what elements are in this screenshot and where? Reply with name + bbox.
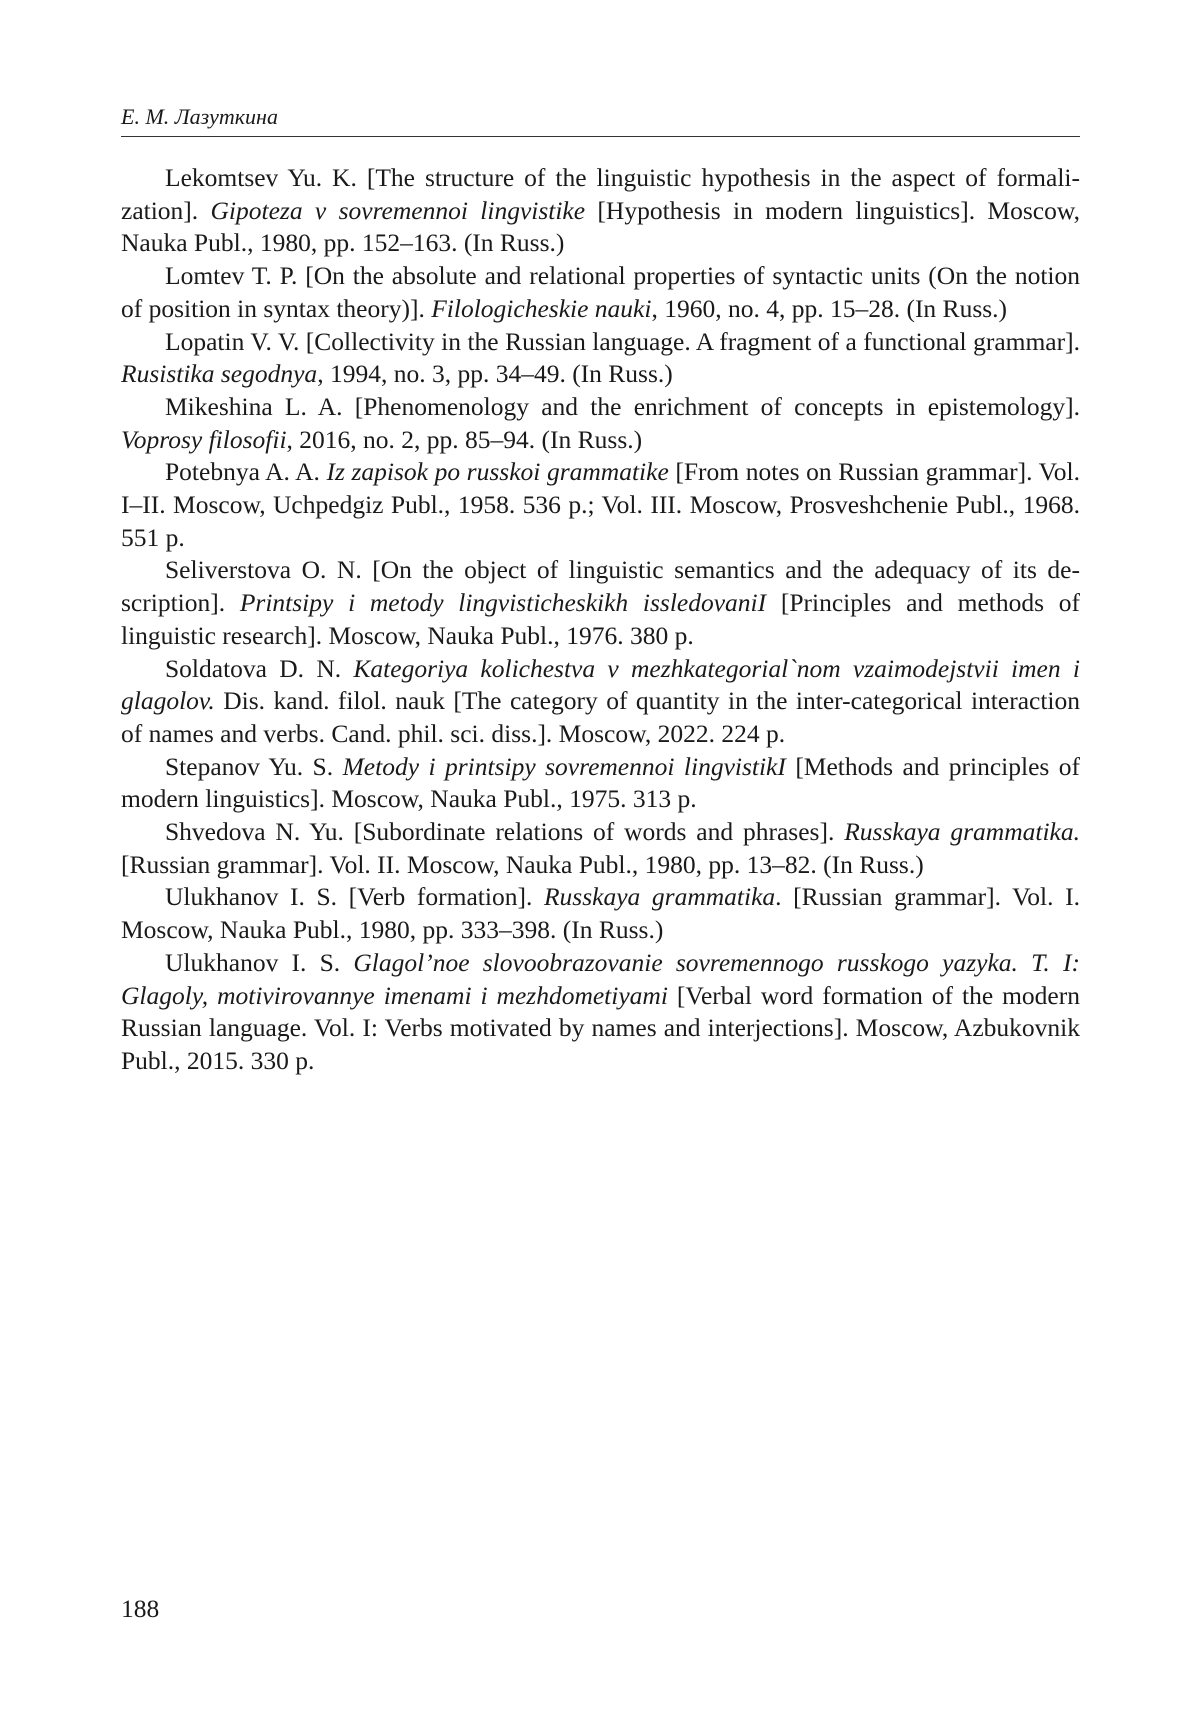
page-number: 188 — [121, 1594, 160, 1623]
reference-title-italic: Voprosy filosofii — [121, 424, 287, 454]
reference-text: Potebnya A. A. — [165, 457, 327, 487]
reference-item — [121, 260, 1080, 325]
reference-item — [121, 816, 1080, 881]
reference-title-italic: Russkaya grammatika — [543, 882, 776, 912]
reference-item — [121, 751, 1080, 816]
reference-text: , 1994, no. 3, pp. 34–49. (In Russ.) — [317, 359, 673, 389]
reference-item — [121, 653, 1080, 751]
reference-text: Lomtev T. P. [On the absolute and relational properties of syntactic units (On the notion of position in syntax theory)]. — [121, 261, 1080, 323]
reference-text: , 2016, no. 2, pp. 85–94. (In Russ.) — [286, 424, 643, 454]
reference-item — [121, 162, 1080, 260]
reference-text: [Hypothesis in modern linguistics]. Moscow, Nauka Publ., 1980, pp. 152–163. (In Russ.) — [121, 195, 1080, 258]
reference-item — [121, 947, 1080, 1078]
reference-text: Stepanov Yu. S. — [165, 751, 343, 781]
reference-text: Shvedova N. Yu. [Subordinate relations of words and phrases]. — [165, 817, 845, 847]
reference-text: Lekomtsev Yu. K. [The structure of the linguistic hypothesis in the aspect of formalization]. — [121, 163, 1080, 225]
reference-text: Mikeshina L. A. [Phenomenology and the enrichment of concepts in epistemology]. — [165, 391, 1080, 421]
reference-text: [Methods and principles of modern linguistics]. Moscow, Nauka Publ., 1975. 313 p. — [121, 751, 1080, 814]
reference-text: Seliverstova O. N. [On the object of linguistic semantics and the adequacy of its description]. — [121, 555, 1080, 618]
reference-title-italic: Metody i printsipy sovremennoi lingvistikI — [342, 751, 786, 781]
reference-title-italic: Kategoriya kolichestva v mezhkategorial`nom vzaimodejstvii imen i glagolov. — [121, 653, 1080, 716]
reference-text: Ulukhanov I. S. — [165, 947, 354, 977]
reference-title-italic: Filologicheskie nauki — [431, 293, 652, 323]
reference-text: [Principles and methods of linguistic research]. Moscow, Nauka Publ., 1976. 380 p. — [121, 588, 1080, 650]
reference-text: [From notes on Russian grammar]. Vol. I–II. Moscow, Uchpedgiz Publ., 1958. 536 p.; Vol. III. Moscow, Prosveshchenie Publ., 1968. 551 p. — [121, 457, 1080, 552]
reference-title-italic: Rusistika segodnya — [121, 359, 318, 389]
reference-title-italic: Iz zapisok po russkoi grammatike — [326, 457, 669, 487]
reference-item — [121, 391, 1080, 456]
reference-text: Lopatin V. V. [Collectivity in the Russian language. A fragment of a functional grammar]. — [165, 326, 1080, 356]
reference-item — [121, 456, 1080, 554]
reference-text: Soldatova D. N. — [165, 653, 354, 683]
reference-text: [Verbal word formation of the modern Russian language. Vol. I: Verbs motivated by names and interjections]. Moscow, Azbukovnik Publ., 2015. 330 p. — [121, 980, 1080, 1075]
reference-title-italic: Glagol’noe slovoobrazovanie sovremennogo russkogo yazyka. T. I: Glagoly, motivirovannye imenami i mezhdometiyami — [121, 947, 1080, 1010]
reference-list — [121, 162, 1080, 1078]
running-head — [121, 100, 1080, 137]
running-head-author: Е. М. Лазуткина — [121, 104, 278, 129]
reference-text: [Russian grammar]. Vol. II. Moscow, Nauka Publ., 1980, pp. 13–82. (In Russ.) — [121, 849, 924, 879]
reference-item — [121, 554, 1080, 652]
reference-title-italic: Printsipy i metody lingvisticheskikh issledovaniI — [239, 588, 767, 618]
reference-text: . [Russian grammar]. Vol. I. Moscow, Nauka Publ., 1980, pp. 333–398. (In Russ.) — [121, 882, 1080, 945]
reference-item — [121, 326, 1080, 391]
reference-text: Ulukhanov I. S. [Verb formation]. — [165, 882, 544, 912]
reference-title-italic: Russkaya grammatika. — [844, 817, 1080, 847]
reference-item — [121, 881, 1080, 946]
reference-text: , 1960, no. 4, pp. 15–28. (In Russ.) — [651, 293, 1008, 323]
reference-title-italic: Gipoteza v sovremennoi lingvistike — [210, 195, 586, 225]
reference-text: Dis. kand. filol. nauk [The category of quantity in the inter-categorical interaction of names and verbs. Cand. phil. sci. diss.]. Moscow, 2022. 224 p. — [121, 686, 1080, 748]
